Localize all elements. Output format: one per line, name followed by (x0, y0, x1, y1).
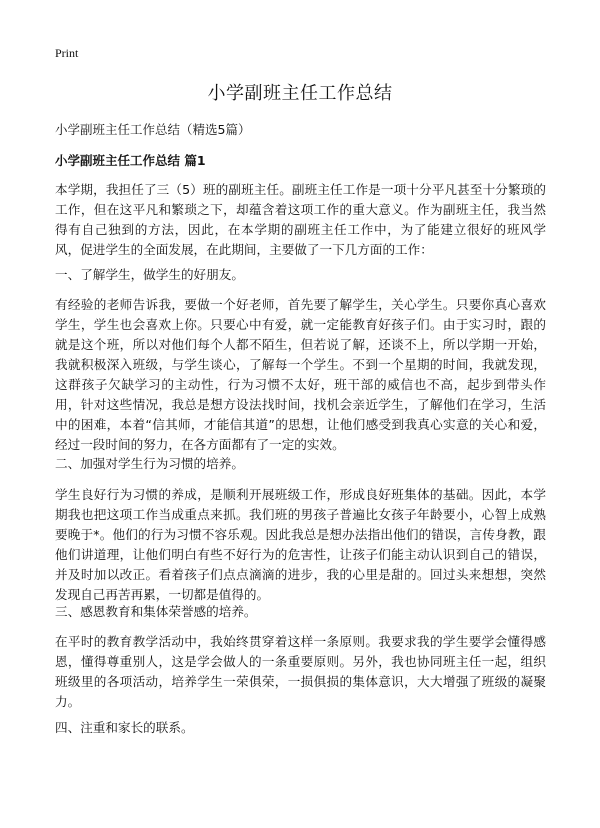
point-heading-3: 三、感恩教育和集体荣誉感的培养。 (55, 604, 257, 619)
section-heading: 小学副班主任工作总结 篇1 (55, 153, 206, 168)
body-paragraph-3: 在平时的教育教学活动中，我始终贯穿着这样一条原则。我要求我的学生要学会懂得感恩，懂得尊重别人，这是学会做人的一条重要原则。另外，我也协同班主任一起，组织班级里的各项活动，培养学生一荣俱荣，一损俱损的集体意识，大大增强了班级的凝聚力。 (55, 634, 546, 709)
document-subtitle: 小学副班主任工作总结（精选5篇） (55, 122, 251, 137)
intro-paragraph: 本学期，我担任了三（5）班的副班主任。副班主任工作是一项十分平凡甚至十分繁琐的工作，但在这平凡和繁琐之下，却蕴含着这项工作的重大意义。作为副班主任，我当然得有自己独到的方法，因此，在本学期的副班主任工作中，为了能建立很好的班风学风，促进学生的全面发展，在此期间，主要做了一下几方面的工作： (55, 182, 546, 257)
page-title: 小学副班主任工作总结 (207, 83, 393, 104)
body-paragraph-1: 有经验的老师告诉我，要做一个好老师，首先要了解学生，关心学生。只要你真心喜欢学生，学生也会喜欢上你。只要心中有爱，就一定能教育好孩子们。由于实习时，跟的就是这个班，所以对他们每个人都不陌生，但若说了解，还谈不上，所以学期一开始，我就积极深入班级，与学生谈心，了解每一个学生。不到一个星期的时间，我就发现，这群孩子欠缺学习的主动性，行为习惯不太好，班干部的威信也不高，起步到带头作用，针对这些情况，我总是想方设法找时间，找机会亲近学生，了解他们在学习，生活中的困难，本着“信其师，才能信其道”的思想，让他们感受到我真心实意的关心和爱，经过一段时间的努力，在各方面都有了一定的实效。 (55, 297, 546, 452)
point-heading-2: 二、加强对学生行为习惯的培养。 (55, 456, 244, 471)
print-link[interactable]: Print (55, 46, 79, 60)
point-heading-4: 四、注重和家长的联系。 (55, 720, 194, 735)
point-heading-1: 一、了解学生，做学生的好朋友。 (55, 267, 244, 282)
body-paragraph-2: 学生良好行为习惯的养成，是顺利开展班级工作，形成良好班集体的基础。因此，本学期我也把这项工作当成重点来抓。我们班的男孩子普遍比女孩子年龄要小，心智上成熟要晚于*。他们的行为习惯不容乐观。因此我总是想办法指出他们的错误，言传身教，跟他们讲道理，让他们明白有些不好行为的危害性，让孩子们能主动认识到自己的错误，并及时加以改正。看着孩子们点点滴滴的进步，我的心里是甜的。回过头来想想，突然发现自己再苦再累，一切都是值得的。 (55, 487, 546, 602)
